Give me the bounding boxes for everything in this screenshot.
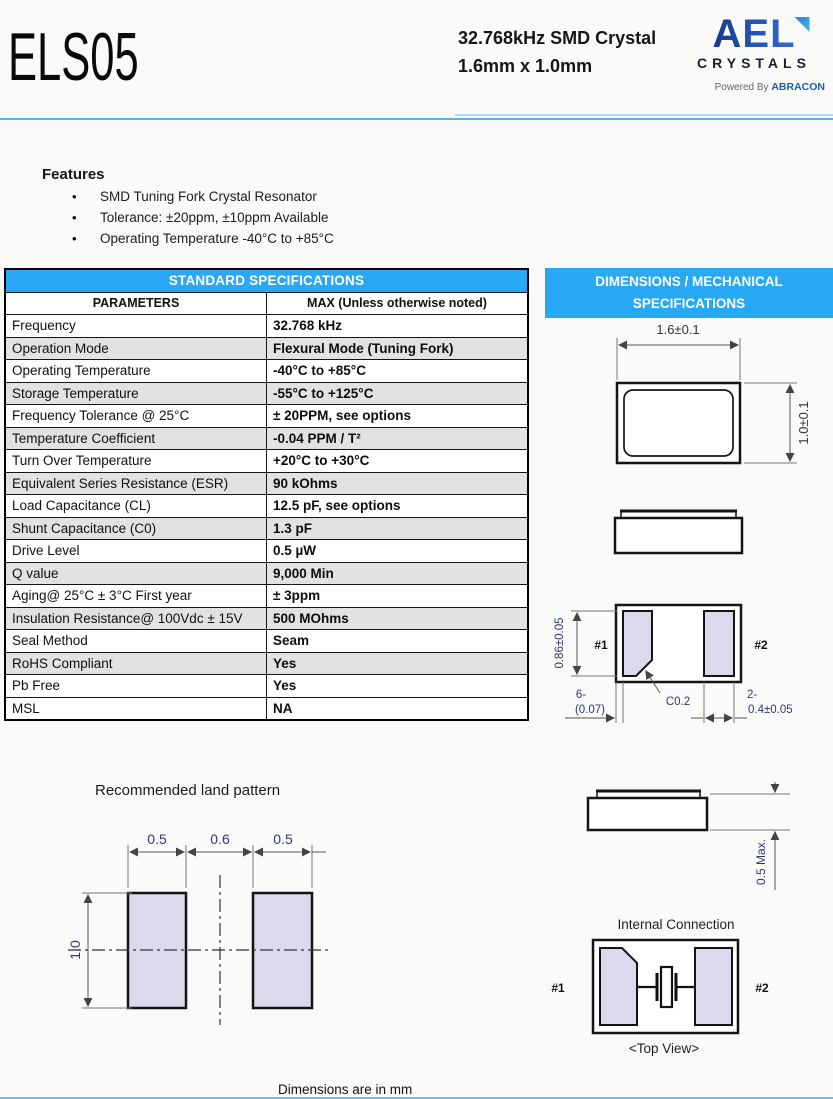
table-row	[5, 562, 528, 585]
subtitle-line1: 32.768kHz SMD Crystal	[458, 28, 657, 48]
dimensions-panel-title	[545, 268, 833, 318]
pad1-label: #1	[594, 638, 608, 652]
top-view-caption: <Top View>	[628, 1041, 700, 1056]
spec-parameter: Shunt Capacitance (C0)	[5, 517, 267, 540]
spec-value: Flexural Mode (Tuning Fork)	[267, 337, 529, 360]
side-view-drawing	[545, 505, 833, 565]
logo-text: AEL	[712, 12, 796, 56]
table-row	[5, 630, 528, 653]
table-row	[5, 315, 528, 338]
pad2-label: #2	[754, 638, 768, 652]
table-row	[5, 360, 528, 383]
spec-parameter: Frequency Tolerance @ 25°C	[5, 405, 267, 428]
spec-value: 1.3 pF	[267, 517, 529, 540]
dimensions-title-line1: DIMENSIONS / MECHANICAL	[595, 274, 783, 289]
pad-width-dim-right: 0.5	[273, 831, 293, 847]
pad2-label: #2	[755, 981, 769, 995]
pad-width-dim-left: 0.5	[147, 831, 167, 847]
spec-parameter: Operating Temperature	[5, 360, 267, 383]
list-item	[72, 210, 334, 231]
dim-width-label: 1.6±0.1	[656, 322, 700, 337]
spec-parameter: Aging@ 25°C ± 3°C First year	[5, 585, 267, 608]
table-row	[5, 517, 528, 540]
spec-value: 9,000 Min	[267, 562, 529, 585]
spec-parameter: Q value	[5, 562, 267, 585]
spec-parameter: Storage Temperature	[5, 382, 267, 405]
logo-crystals-text: CRYSTALS	[697, 55, 811, 71]
bullet-icon: •	[72, 210, 77, 225]
subtitle-line2: 1.6mm x 1.0mm	[458, 56, 593, 76]
table-row	[5, 675, 528, 698]
spec-parameter: Seal Method	[5, 630, 267, 653]
spec-parameter: Pb Free	[5, 675, 267, 698]
land-pattern-drawing	[40, 818, 460, 1083]
package-body	[588, 798, 707, 830]
feature-text: Operating Temperature -40°C to +85°C	[100, 231, 334, 246]
spec-parameter: Drive Level	[5, 540, 267, 563]
table-row	[5, 607, 528, 630]
spec-parameter: Turn Over Temperature	[5, 450, 267, 473]
spec-parameter: Frequency	[5, 315, 267, 338]
spec-value: ± 3ppm	[267, 585, 529, 608]
internal-connection-title: Internal Connection	[617, 917, 735, 932]
column-header-parameters: PARAMETERS	[5, 292, 267, 315]
spec-table-title-row	[5, 269, 528, 292]
table-row	[5, 540, 528, 563]
footer-note: Dimensions are in mm	[278, 1082, 413, 1097]
table-row	[5, 337, 528, 360]
powered-by	[679, 81, 829, 93]
spec-table-header-row	[5, 292, 528, 315]
header-divider	[0, 118, 833, 120]
bullet-icon: •	[72, 231, 77, 246]
chamfer-dim-label: C0.2	[665, 696, 691, 708]
package-body	[615, 518, 742, 553]
gap-dim: 0.6	[210, 831, 230, 847]
list-item	[72, 189, 334, 210]
page-title: ELS05	[8, 19, 139, 95]
list-item	[72, 231, 334, 252]
spec-value: -55°C to +125°C	[267, 382, 529, 405]
powered-by-brand: ABRACON	[771, 81, 825, 93]
powered-by-prefix: Powered By	[714, 82, 772, 93]
dimensions-title-line2: SPECIFICATIONS	[632, 296, 746, 311]
crystal-symbol	[661, 967, 672, 1007]
features-list	[72, 189, 334, 252]
table-row	[5, 472, 528, 495]
pad-2	[695, 948, 732, 1025]
spec-parameter: RoHS Compliant	[5, 652, 267, 675]
pad-height-dim: 0.86±0.05	[554, 617, 566, 669]
table-row	[5, 652, 528, 675]
spec-value: -40°C to +85°C	[267, 360, 529, 383]
side-view-height-drawing	[545, 782, 833, 897]
bullet-icon: •	[72, 189, 77, 204]
features-title: Features	[42, 166, 105, 183]
dim-height-label: 1.0±0.1	[796, 401, 811, 445]
corner-count-label: 6-	[575, 689, 587, 701]
land-pattern-title: Recommended land pattern	[95, 782, 281, 799]
table-row	[5, 427, 528, 450]
spec-value: Yes	[267, 675, 529, 698]
spec-value: 32.768 kHz	[267, 315, 529, 338]
product-subtitle	[458, 24, 656, 80]
spec-parameter: MSL	[5, 697, 267, 720]
spec-value: -0.04 PPM / T²	[267, 427, 529, 450]
top-view-drawing	[545, 320, 833, 488]
spec-value: Yes	[267, 652, 529, 675]
spec-parameter: Temperature Coefficient	[5, 427, 267, 450]
spec-value: ± 20PPM, see options	[267, 405, 529, 428]
spec-value: NA	[267, 697, 529, 720]
height-max-dim: 0.5 Max.	[754, 838, 768, 886]
spec-parameter: Insulation Resistance@ 100Vdc ± 15V	[5, 607, 267, 630]
table-row	[5, 585, 528, 608]
column-header-max: MAX (Unless otherwise noted)	[267, 292, 529, 315]
spec-value: 12.5 pF, see options	[267, 495, 529, 518]
header-divider-accent	[455, 114, 833, 116]
internal-connection-drawing	[545, 912, 833, 1062]
spec-value: Seam	[267, 630, 529, 653]
bottom-view-drawing	[545, 585, 833, 735]
spec-value: 90 kOhms	[267, 472, 529, 495]
pad-1	[600, 948, 637, 1025]
table-row	[5, 382, 528, 405]
spec-value: 500 MOhms	[267, 607, 529, 630]
spec-table-title: STANDARD SPECIFICATIONS	[5, 269, 528, 292]
pad1-label: #1	[551, 981, 565, 995]
pad-2	[704, 611, 734, 676]
logo-triangle-icon	[795, 17, 810, 32]
pad-count-label: 2-	[747, 689, 758, 701]
spec-parameter: Equivalent Series Resistance (ESR)	[5, 472, 267, 495]
feature-text: Tolerance: ±20ppm, ±10ppm Available	[100, 210, 329, 225]
pad-width-dim: 0.4±0.05	[748, 704, 793, 716]
spec-parameter: Load Capacitance (CL)	[5, 495, 267, 518]
table-row	[5, 495, 528, 518]
pad-height-dim: 1.0	[67, 940, 83, 960]
table-row	[5, 697, 528, 720]
feature-text: SMD Tuning Fork Crystal Resonator	[100, 189, 317, 204]
company-logo	[679, 14, 829, 93]
corner-dim-label: (0.07)	[574, 704, 606, 716]
package-outline	[617, 383, 740, 463]
spec-value: +20°C to +30°C	[267, 450, 529, 473]
spec-table	[4, 268, 529, 721]
logo-wordmark	[713, 14, 796, 54]
spec-parameter: Operation Mode	[5, 337, 267, 360]
table-row	[5, 450, 528, 473]
table-row	[5, 405, 528, 428]
spec-value: 0.5 µW	[267, 540, 529, 563]
